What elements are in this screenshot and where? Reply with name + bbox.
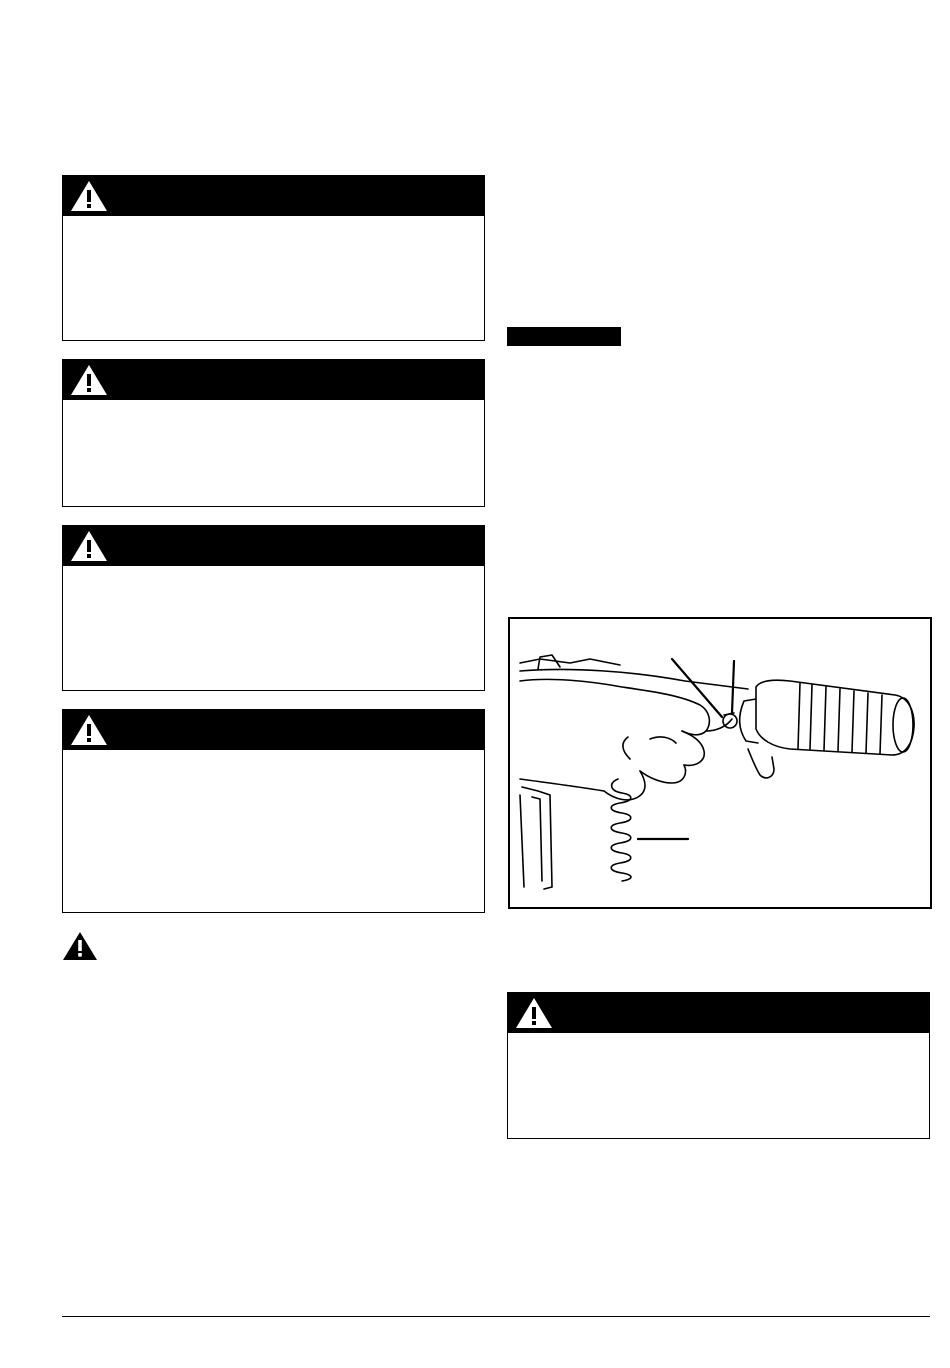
- warning-triangle-icon: [514, 996, 554, 1030]
- warning-header: [63, 176, 484, 216]
- warning-box-1: [62, 175, 485, 341]
- warning-triangle-icon: [69, 529, 109, 563]
- warning-triangle-icon: [69, 713, 109, 747]
- warning-body: [63, 750, 484, 766]
- throttle-illustration: [510, 619, 930, 907]
- warning-box-5: [507, 992, 930, 1139]
- figure-throttle-illustration: [508, 617, 932, 909]
- notice-label: [507, 327, 621, 346]
- warning-header: [63, 526, 484, 566]
- warning-header: [508, 993, 929, 1033]
- warning-box-4: [62, 709, 485, 913]
- warning-header: [63, 360, 484, 400]
- warning-box-2: [62, 359, 485, 507]
- warning-body: [63, 400, 484, 416]
- warning-triangle-icon: [69, 363, 109, 397]
- footer-divider: [62, 1316, 930, 1317]
- warning-triangle-icon: [69, 179, 109, 213]
- warning-box-3: [62, 525, 485, 691]
- warning-body: [508, 1033, 929, 1049]
- warning-header: [63, 710, 484, 750]
- warning-triangle-icon: [62, 931, 98, 961]
- warning-body: [63, 216, 484, 232]
- warning-body: [63, 566, 484, 582]
